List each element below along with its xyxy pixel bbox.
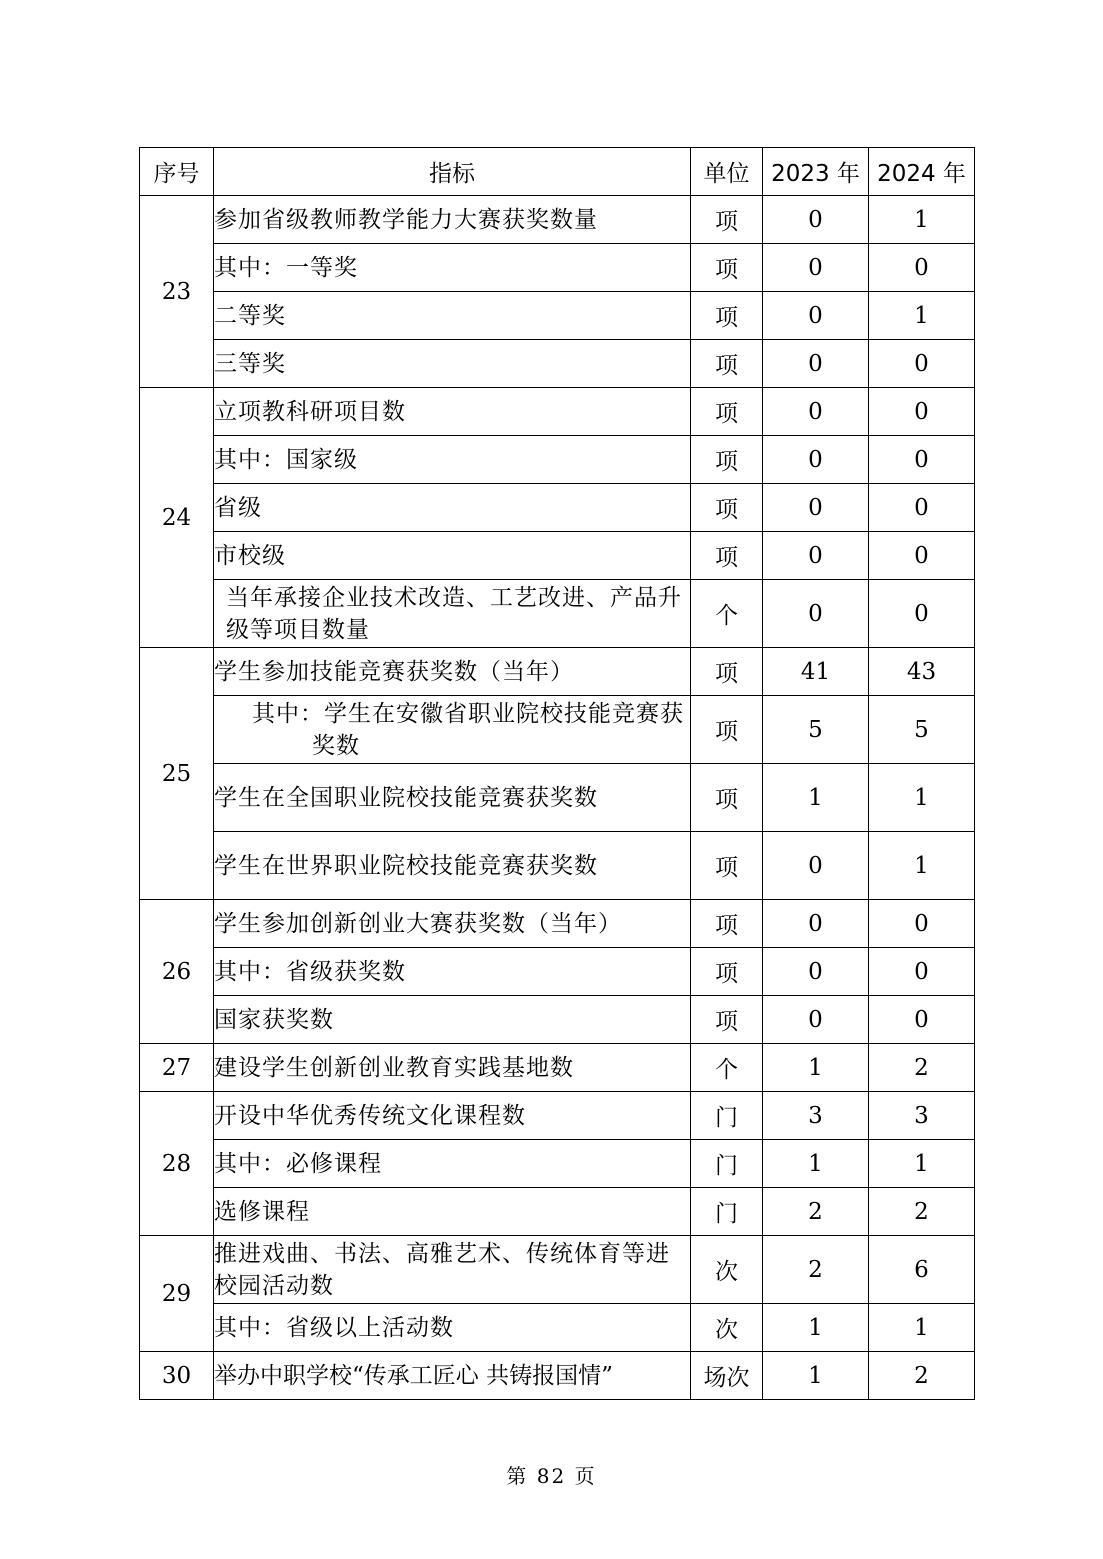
indicator-cell: 学生参加技能竞赛获奖数（当年） — [214, 648, 691, 696]
unit-cell: 门 — [691, 1092, 763, 1140]
unit-cell: 项 — [691, 292, 763, 340]
table-row — [140, 1236, 975, 1304]
table-row — [140, 484, 975, 532]
value-2024-cell: 0 — [869, 340, 975, 388]
indicator-cell: 开设中华优秀传统文化课程数 — [214, 1092, 691, 1140]
table-row — [140, 696, 975, 764]
value-2023-cell: 5 — [763, 696, 869, 764]
value-2024-cell: 0 — [869, 996, 975, 1044]
header-2024: 2024 年 — [869, 148, 975, 196]
value-2023-cell: 2 — [763, 1188, 869, 1236]
table-row — [140, 1044, 975, 1092]
value-2024-cell: 0 — [869, 244, 975, 292]
unit-cell: 项 — [691, 244, 763, 292]
unit-cell: 项 — [691, 340, 763, 388]
value-2024-cell: 0 — [869, 532, 975, 580]
value-2023-cell: 0 — [763, 996, 869, 1044]
indicator-cell: 当年承接企业技术改造、工艺改进、产品升级等项目数量 — [214, 580, 691, 648]
unit-cell: 次 — [691, 1304, 763, 1352]
header-index: 序号 — [140, 148, 214, 196]
table-row — [140, 900, 975, 948]
unit-cell: 项 — [691, 832, 763, 900]
row-group-index: 26 — [140, 900, 214, 1044]
value-2023-cell: 0 — [763, 292, 869, 340]
header-indicator: 指标 — [214, 148, 691, 196]
unit-cell: 个 — [691, 580, 763, 648]
table-row — [140, 1304, 975, 1352]
table-row — [140, 196, 975, 244]
indicator-table — [139, 147, 975, 1400]
indicator-cell — [214, 696, 691, 764]
value-2024-cell: 0 — [869, 580, 975, 648]
row-group-index: 23 — [140, 196, 214, 388]
unit-cell: 个 — [691, 1044, 763, 1092]
indicator-cell: 二等奖 — [214, 292, 691, 340]
unit-cell: 项 — [691, 900, 763, 948]
table-row — [140, 388, 975, 436]
indicator-cell: 学生参加创新创业大赛获奖数（当年） — [214, 900, 691, 948]
row-group-index: 30 — [140, 1352, 214, 1400]
indicator-cell: 选修课程 — [214, 1188, 691, 1236]
table-row — [140, 436, 975, 484]
row-group-index: 25 — [140, 648, 214, 900]
unit-cell: 项 — [691, 436, 763, 484]
value-2023-cell: 3 — [763, 1092, 869, 1140]
table-row — [140, 1092, 975, 1140]
unit-cell: 项 — [691, 196, 763, 244]
value-2024-cell: 0 — [869, 484, 975, 532]
indicator-cell: 其中：必修课程 — [214, 1140, 691, 1188]
value-2023-cell: 0 — [763, 196, 869, 244]
value-2024-cell: 6 — [869, 1236, 975, 1304]
indicator-cell: 其中：省级以上活动数 — [214, 1304, 691, 1352]
indicator-cell: 学生在世界职业院校技能竞赛获奖数 — [214, 832, 691, 900]
table-row — [140, 292, 975, 340]
value-2023-cell: 1 — [763, 1140, 869, 1188]
header-2023: 2023 年 — [763, 148, 869, 196]
value-2023-cell: 0 — [763, 340, 869, 388]
indicator-cell: 省级 — [214, 484, 691, 532]
value-2024-cell: 2 — [869, 1044, 975, 1092]
unit-cell: 项 — [691, 996, 763, 1044]
value-2024-cell: 43 — [869, 648, 975, 696]
value-2023-cell: 2 — [763, 1236, 869, 1304]
value-2023-cell: 0 — [763, 244, 869, 292]
value-2023-cell: 1 — [763, 1304, 869, 1352]
row-group-index: 29 — [140, 1236, 214, 1352]
value-2023-cell: 1 — [763, 1044, 869, 1092]
value-2024-cell: 3 — [869, 1092, 975, 1140]
value-2023-cell: 0 — [763, 436, 869, 484]
indicator-cell: 国家获奖数 — [214, 996, 691, 1044]
unit-cell: 项 — [691, 948, 763, 996]
table-row — [140, 1188, 975, 1236]
indicator-cell: 市校级 — [214, 532, 691, 580]
indicator-cell: 建设学生创新创业教育实践基地数 — [214, 1044, 691, 1092]
value-2023-cell: 0 — [763, 832, 869, 900]
unit-cell: 项 — [691, 484, 763, 532]
value-2024-cell: 1 — [869, 832, 975, 900]
value-2024-cell: 0 — [869, 436, 975, 484]
unit-cell: 次 — [691, 1236, 763, 1304]
value-2024-cell: 5 — [869, 696, 975, 764]
value-2024-cell: 1 — [869, 1304, 975, 1352]
row-group-index: 27 — [140, 1044, 214, 1092]
value-2024-cell: 1 — [869, 764, 975, 832]
indicator-cell: 参加省级教师教学能力大赛获奖数量 — [214, 196, 691, 244]
table-row — [140, 340, 975, 388]
table-row — [140, 1352, 975, 1400]
value-2024-cell: 0 — [869, 948, 975, 996]
value-2023-cell: 0 — [763, 580, 869, 648]
unit-cell: 项 — [691, 532, 763, 580]
table-row — [140, 832, 975, 900]
value-2023-cell: 0 — [763, 484, 869, 532]
indicator-cell: 举办中职学校“传承工匠心 共铸报国情” — [214, 1352, 691, 1400]
unit-cell: 项 — [691, 764, 763, 832]
value-2024-cell: 1 — [869, 292, 975, 340]
value-2024-cell: 1 — [869, 1140, 975, 1188]
value-2023-cell: 1 — [763, 764, 869, 832]
unit-cell: 项 — [691, 648, 763, 696]
value-2024-cell: 2 — [869, 1352, 975, 1400]
value-2023-cell: 0 — [763, 900, 869, 948]
header-unit: 单位 — [691, 148, 763, 196]
table-row — [140, 532, 975, 580]
table-row — [140, 580, 975, 648]
value-2023-cell: 0 — [763, 948, 869, 996]
unit-cell: 项 — [691, 696, 763, 764]
value-2023-cell: 0 — [763, 532, 869, 580]
indicator-cell: 三等奖 — [214, 340, 691, 388]
unit-cell: 项 — [691, 388, 763, 436]
table-header-row — [140, 148, 975, 196]
value-2023-cell: 1 — [763, 1352, 869, 1400]
value-2024-cell: 2 — [869, 1188, 975, 1236]
row-group-index: 24 — [140, 388, 214, 648]
value-2024-cell: 1 — [869, 196, 975, 244]
table-row — [140, 1140, 975, 1188]
indicator-cell: 其中：一等奖 — [214, 244, 691, 292]
indicator-cell: 立项教科研项目数 — [214, 388, 691, 436]
unit-cell: 门 — [691, 1188, 763, 1236]
table-row — [140, 764, 975, 832]
indicator-cell: 其中：国家级 — [214, 436, 691, 484]
table-row — [140, 244, 975, 292]
value-2023-cell: 0 — [763, 388, 869, 436]
page-number: 第 82 页 — [506, 1464, 597, 1488]
unit-cell: 门 — [691, 1140, 763, 1188]
indicator-cell: 推进戏曲、书法、高雅艺术、传统体育等进校园活动数 — [214, 1236, 691, 1304]
row-group-index: 28 — [140, 1092, 214, 1236]
indicator-cell: 学生在全国职业院校技能竞赛获奖数 — [214, 764, 691, 832]
indicator-text: 其中：学生在安徽省职业院校技能竞赛获奖数 — [252, 700, 684, 759]
unit-cell: 场次 — [691, 1352, 763, 1400]
value-2024-cell: 0 — [869, 388, 975, 436]
indicator-cell: 其中：省级获奖数 — [214, 948, 691, 996]
table-row — [140, 648, 975, 696]
table-row — [140, 948, 975, 996]
value-2024-cell: 0 — [869, 900, 975, 948]
table-row — [140, 996, 975, 1044]
value-2023-cell: 41 — [763, 648, 869, 696]
